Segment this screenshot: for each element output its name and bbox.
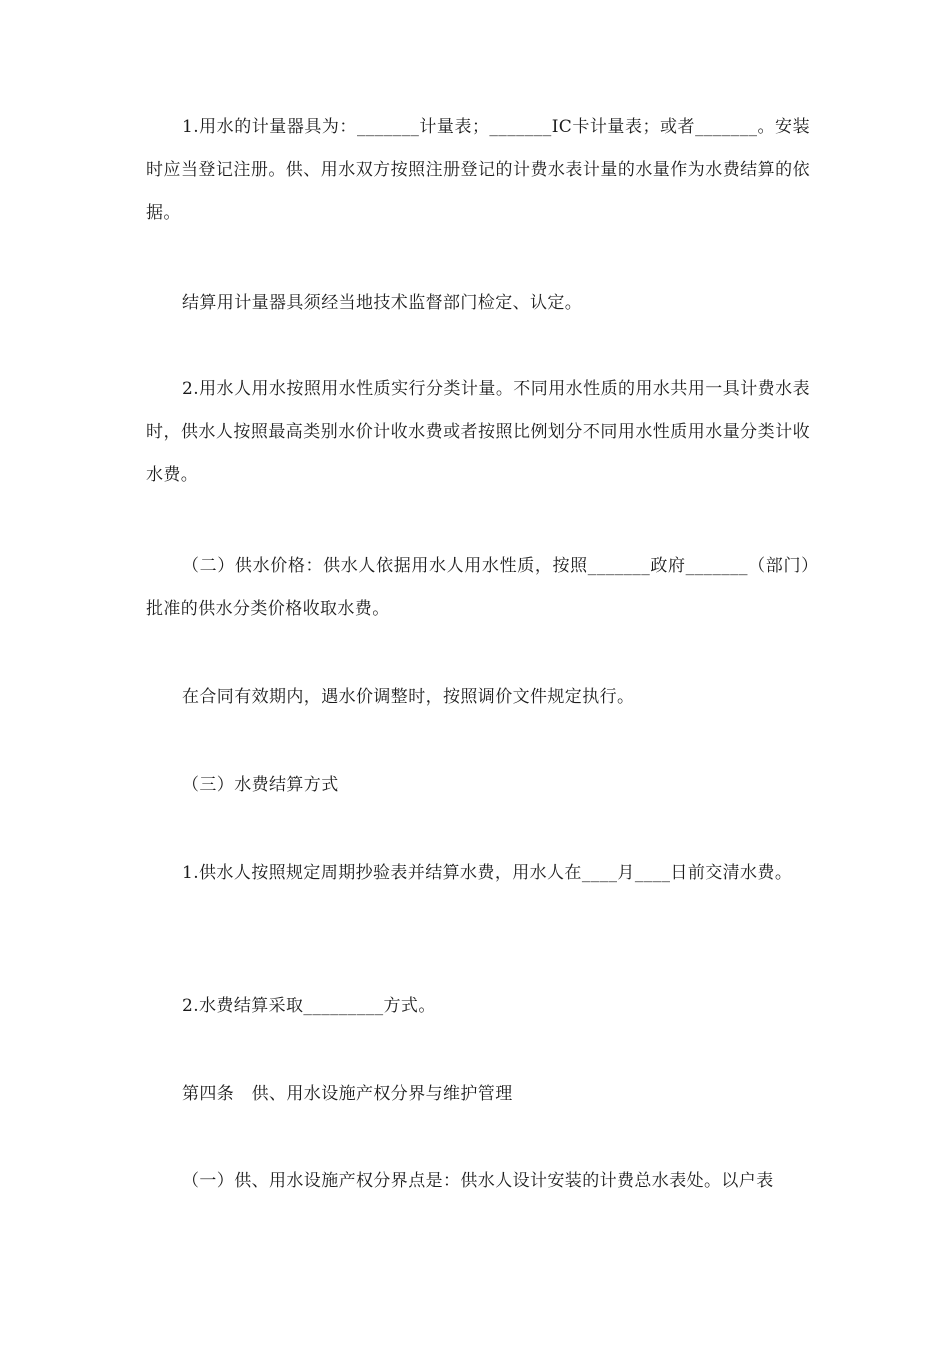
paragraph-price-adjustment: 在合同有效期内，遇水价调整时，按照调价文件规定执行。 xyxy=(182,687,635,707)
paragraph-metering-instruments: 1.用水的计量器具为：_______计量表；_______IC卡计量表；或者_______。安装时应当登记注册。供、用水双方按照注册登记的计费水表计量的水量作为水费结算的依据。 xyxy=(146,117,810,223)
paragraph-metering-certification: 结算用计量器具须经当地技术监督部门检定、认定。 xyxy=(182,293,583,313)
article-heading-4: 第四条 供、用水设施产权分界与维护管理 xyxy=(182,1084,513,1104)
paragraph-water-price: （二）供水价格：供水人依据用水人用水性质，按照_______政府_______（部门）批准的供水分类价格收取水费。 xyxy=(146,556,810,619)
paragraph-settlement-period: 1.供水人按照规定周期抄验表并结算水费，用水人在____月____日前交清水费。 xyxy=(182,863,793,883)
paragraph-settlement-method: 2.水费结算采取_________方式。 xyxy=(182,996,436,1016)
paragraph-property-boundary: （一）供、用水设施产权分界点是：供水人设计安装的计费总水表处。以户表 xyxy=(182,1171,774,1191)
section-heading-settlement: （三）水费结算方式 xyxy=(182,775,339,795)
paragraph-classified-metering: 2.用水人用水按照用水性质实行分类计量。不同用水性质的用水共用一具计费水表时，供水人按照最高类别水价计收水费或者按照比例划分不同用水性质用水量分类计收水费。 xyxy=(146,379,810,485)
